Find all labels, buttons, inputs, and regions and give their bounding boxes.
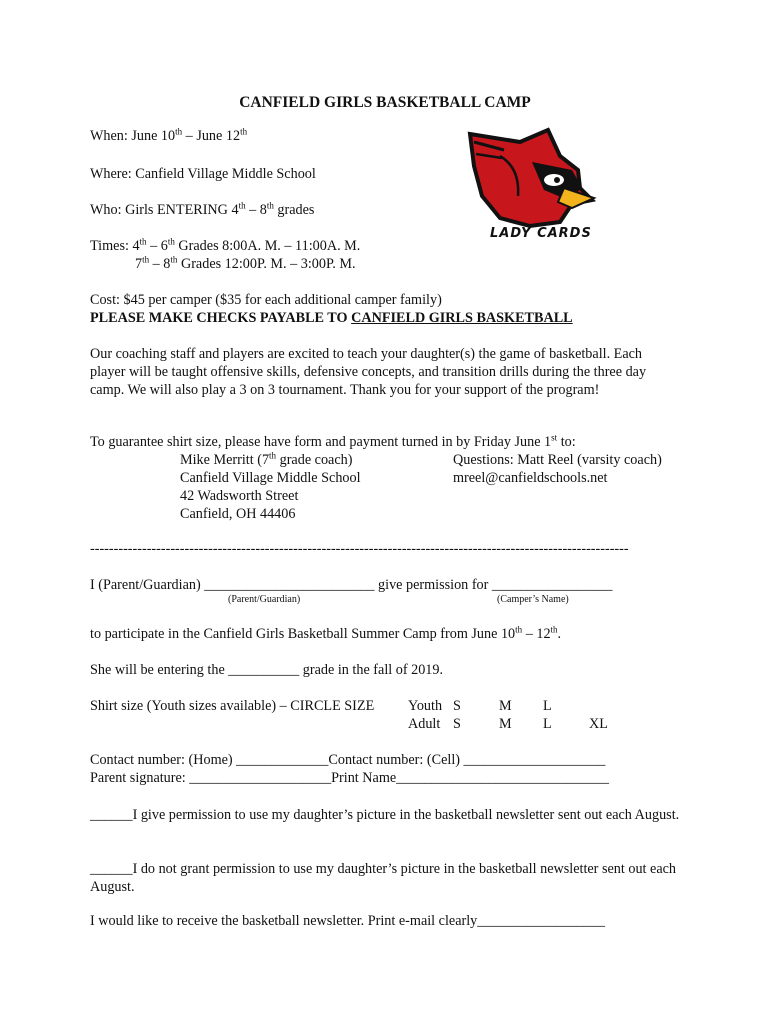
guardian-caption: (Parent/Guardian)	[228, 594, 301, 605]
logo-text: LADY CARDS	[490, 226, 592, 241]
picture-permission-yes[interactable]: ______I give permission to use my daughter’s picture in the basketball newsletter sent out each August.	[90, 807, 680, 823]
where-line: Where: Canfield Village Middle School	[90, 166, 316, 182]
lady-cards-logo	[460, 126, 600, 246]
picture-permission-no[interactable]: ______I do not grant permission to use my daughter’s picture in the basketball newsletter sent out each August.	[90, 861, 677, 895]
guarantee-line: To guarantee shirt size, please have form and payment turned in by Friday June 1st to:	[90, 432, 576, 450]
participate-line: to participate in the Canfield Girls Basketball Summer Camp from June 10th – 12th.	[90, 624, 562, 642]
contact-city: Canfield, OH 44406	[180, 506, 296, 522]
checks-line: PLEASE MAKE CHECKS PAYABLE TO CANFIELD GIRLS BASKETBALL	[90, 310, 573, 326]
times-line-2: 7th – 8th Grades 12:00P. M. – 3:00P. M.	[135, 254, 356, 272]
contact-street: 42 Wadsworth Street	[180, 488, 299, 504]
who-line: Who: Girls ENTERING 4th – 8th grades	[90, 200, 315, 218]
youth-label: Youth	[408, 698, 443, 714]
intro-paragraph: Our coaching staff and players are excited to teach your daughter(s) the game of basketball. Each player will be taught offensive skills, defensive concepts, and transition drills during the three day camp. We will also play a 3 on 3 tournament. Thank you for your support of the program!	[90, 346, 647, 398]
contact-numbers-line[interactable]: Contact number: (Home) _____________Contact number: (Cell) ____________________	[90, 752, 606, 768]
times-line-1: Times: 4th – 6th Grades 8:00A. M. – 11:00A. M.	[90, 236, 361, 254]
cost-line: Cost: $45 per camper ($35 for each additional camper family)	[90, 292, 442, 308]
when-line: When: June 10th – June 12th	[90, 126, 248, 144]
youth-size-l[interactable]: L	[543, 698, 552, 714]
signature-line[interactable]: Parent signature: ____________________Print Name______________________________	[90, 770, 609, 786]
adult-size-s[interactable]: S	[453, 716, 461, 732]
questions-email[interactable]: mreel@canfieldschools.net	[453, 470, 608, 486]
payee-name: CANFIELD GIRLS BASKETBALL	[351, 310, 573, 326]
youth-size-s[interactable]: S	[453, 698, 461, 714]
newsletter-line[interactable]: I would like to receive the basketball newsletter. Print e-mail clearly__________________	[90, 913, 605, 929]
cut-line: ------------------------------------------------------------------------------------------------------------------	[90, 541, 629, 557]
shirt-label: Shirt size (Youth sizes available) – CIRCLE SIZE	[90, 698, 375, 714]
contact-name: Mike Merritt (7th grade coach)	[180, 450, 353, 468]
youth-size-m[interactable]: M	[499, 698, 512, 714]
adult-size-m[interactable]: M	[499, 716, 512, 732]
page-title: CANFIELD GIRLS BASKETBALL CAMP	[239, 94, 531, 111]
permission-line[interactable]: I (Parent/Guardian) ________________________ give permission for _________________	[90, 577, 613, 593]
questions-line: Questions: Matt Reel (varsity coach)	[453, 452, 662, 468]
entering-line[interactable]: She will be entering the __________ grade in the fall of 2019.	[90, 662, 444, 678]
camper-caption: (Camper’s Name)	[497, 594, 569, 605]
adult-label: Adult	[408, 716, 441, 732]
contact-school: Canfield Village Middle School	[180, 470, 361, 486]
adult-size-l[interactable]: L	[543, 716, 552, 732]
adult-size-xl[interactable]: XL	[589, 716, 608, 732]
